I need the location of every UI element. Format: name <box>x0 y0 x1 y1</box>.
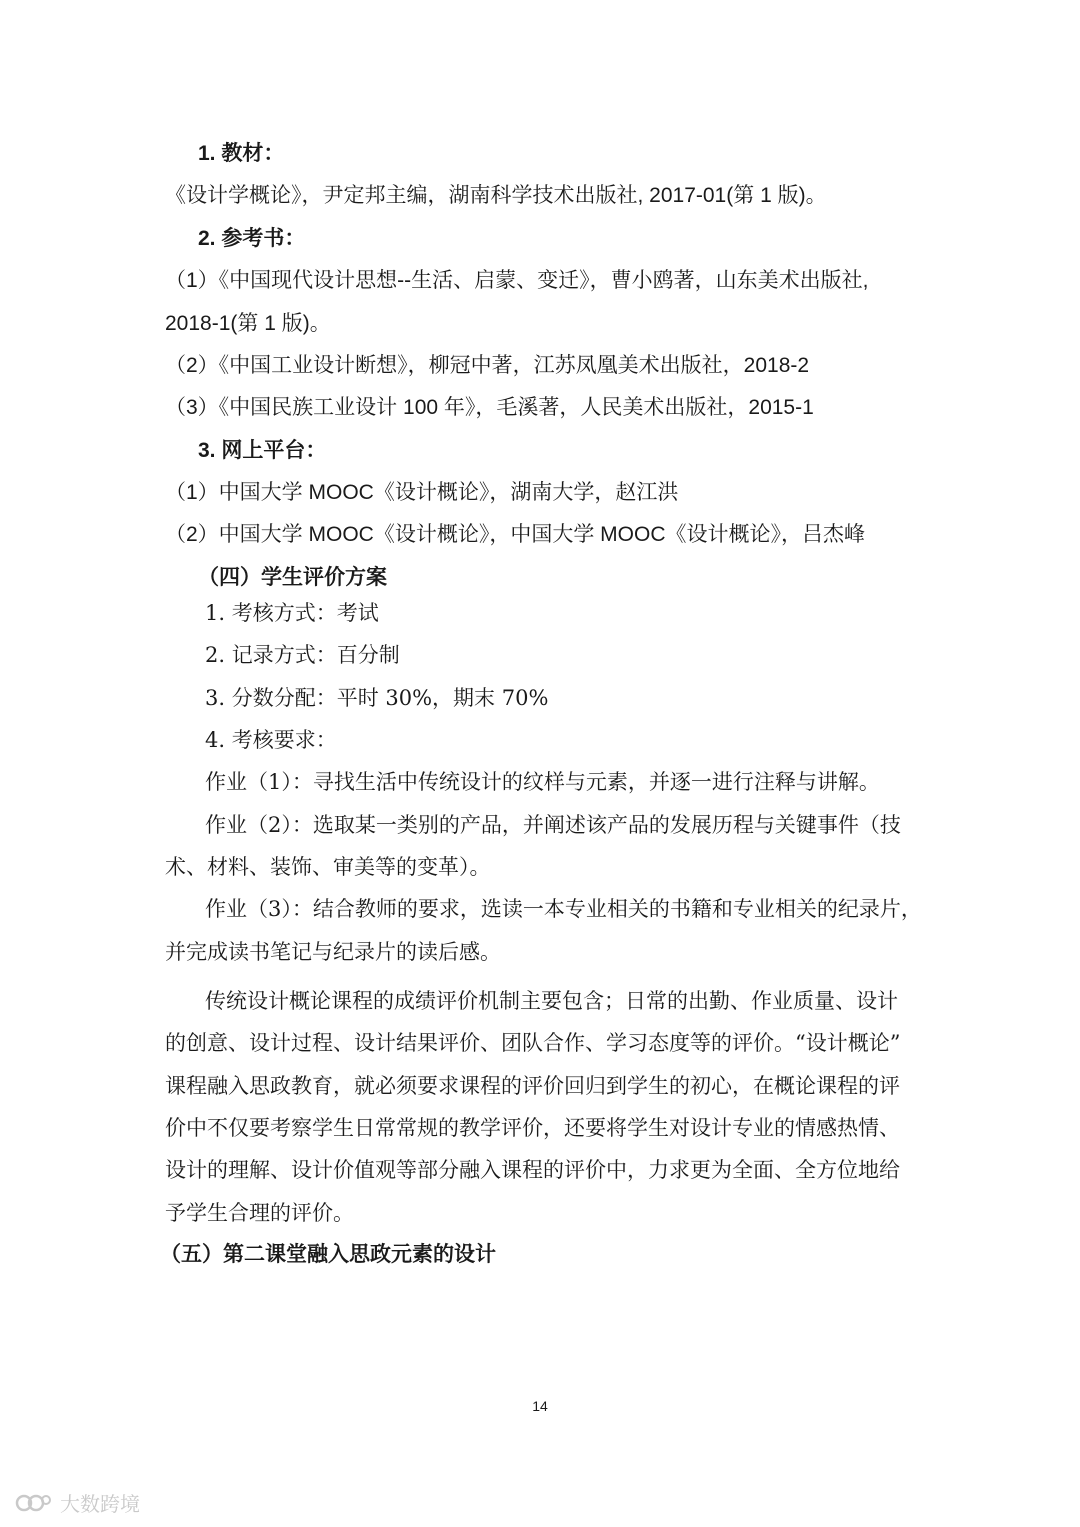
page-number: 14 <box>532 1398 548 1414</box>
homework-2-line2: 术、材料、装饰、审美等的变革）。 <box>165 855 491 879</box>
reference-item-1-line2: 2018-1(第 1 版)。 <box>165 312 331 335</box>
brand-logo-icon <box>14 1491 54 1515</box>
reference-item-1-line1: （1）《中国现代设计思想--生活、启蒙、变迁》，曹小鸥著，山东美术出版社, <box>165 269 869 292</box>
platform-item-2: （2）中国大学 MOOC《设计概论》，中国大学 MOOC《设计概论》，吕杰峰 <box>165 523 866 546</box>
paragraph-line-4: 价中不仅要考察学生日常常规的教学评价，还要将学生对设计专业的情感热情、 <box>165 1116 900 1140</box>
paragraph-line-6: 予学生合理的评价。 <box>165 1201 354 1225</box>
paragraph-line-1: 传统设计概论课程的成绩评价机制主要包含；日常的出勤、作业质量、设计 <box>205 989 898 1013</box>
eval-item-1: 1. 考核方式：考试 <box>205 601 379 625</box>
homework-3-line1: 作业（3）：结合教师的要求，选读一本专业相关的书籍和专业相关的纪录片， <box>205 897 922 921</box>
textbook-heading: 1. 教材： <box>198 142 285 165</box>
homework-2-line1: 作业（2）：选取某一类别的产品，并阐述该产品的发展历程与关键事件（技 <box>205 813 901 837</box>
paragraph-line-5: 设计的理解、设计价值观等部分融入课程的评价中，力求更为全面、全方位地给 <box>165 1158 900 1182</box>
paragraph-line-2: 的创意、设计过程、设计结果评价、团队合作、学习态度等的评价。“设计概论” <box>165 1031 901 1055</box>
platform-item-1: （1）中国大学 MOOC《设计概论》，湖南大学，赵江洪 <box>165 481 679 504</box>
reference-item-3: （3）《中国民族工业设计 100 年》，毛溪著，人民美术出版社，2015-1 <box>165 396 814 419</box>
watermark <box>14 1488 140 1517</box>
homework-3-line2: 并完成读书笔记与纪录片的读后感。 <box>165 940 501 964</box>
eval-heading: （四）学生评价方案 <box>198 566 387 589</box>
eval-item-2: 2. 记录方式：百分制 <box>205 643 400 667</box>
platform-heading: 3. 网上平台： <box>198 439 327 462</box>
eval-item-4: 4. 考核要求： <box>205 728 337 752</box>
section5-heading: （五）第二课堂融入思政元素的设计 <box>160 1243 496 1266</box>
reference-item-2: （2）《中国工业设计断想》，柳冠中著，江苏凤凰美术出版社，2018-2 <box>165 354 810 377</box>
paragraph-line-3: 课程融入思政教育，就必须要求课程的评价回归到学生的初心，在概论课程的评 <box>165 1074 900 1098</box>
eval-item-3: 3. 分数分配：平时 30%，期末 70% <box>205 686 549 710</box>
textbook-entry: 《设计学概论》，尹定邦主编，湖南科学技术出版社, 2017-01(第 1 版)。 <box>165 184 827 207</box>
homework-1: 作业（1）：寻找生活中传统设计的纹样与元素，并逐一进行注释与讲解。 <box>205 770 880 794</box>
watermark-text: 大数跨境 <box>60 1492 140 1516</box>
reference-heading: 2. 参考书： <box>198 227 306 250</box>
